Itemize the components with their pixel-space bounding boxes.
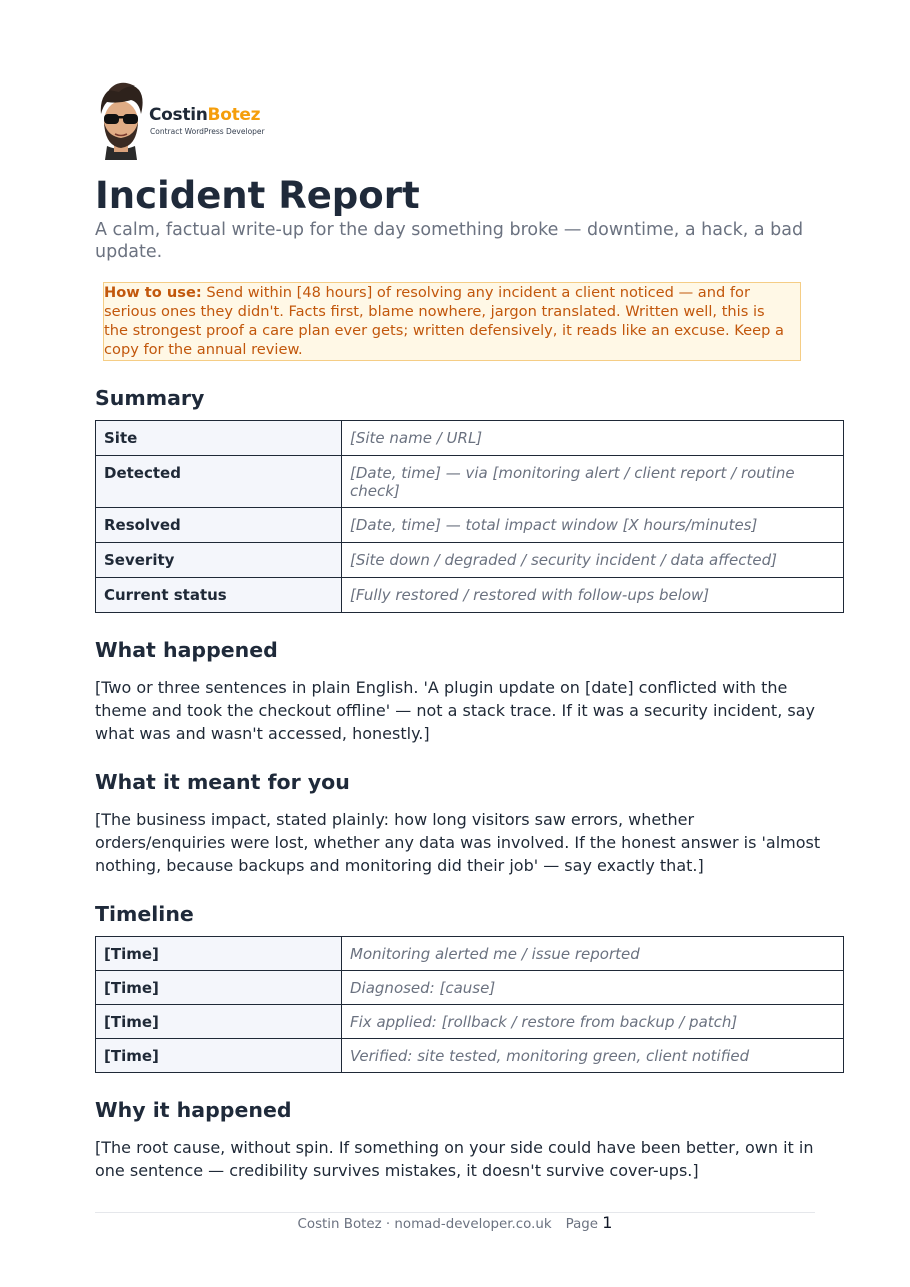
summary-value: [Date, time] — total impact window [X hours/minutes] (342, 508, 844, 543)
timeline-heading: Timeline (95, 902, 194, 926)
table-row (96, 971, 844, 1005)
page-title: Incident Report (95, 174, 420, 217)
what-happened-heading: What happened (95, 638, 278, 662)
timeline-event: Diagnosed: [cause] (342, 971, 844, 1005)
why-it-happened-heading: Why it happened (95, 1098, 292, 1122)
summary-key: Current status (96, 578, 342, 613)
timeline-time: [Time] (96, 971, 342, 1005)
summary-value: [Date, time] — via [monitoring alert / client report / routine check] (342, 456, 844, 508)
document-page (95, 80, 844, 1182)
avatar-illustration (95, 80, 147, 160)
summary-heading: Summary (95, 386, 205, 410)
summary-key: Site (96, 421, 342, 456)
summary-key: Severity (96, 543, 342, 578)
summary-value: [Fully restored / restored with follow-ups below] (342, 578, 844, 613)
table-row (96, 937, 844, 971)
how-to-use-label: How to use: (104, 284, 202, 301)
page-number: 1 (602, 1213, 613, 1232)
brand-tagline: Contract WordPress Developer (150, 127, 265, 136)
what-happened-text: [Two or three sentences in plain English. 'A plugin update on [date] conflicted with the theme and took the checkout offline' — not a stack trace. If it was a security incident, say what was and wasn't accessed, honestly.] (95, 678, 815, 743)
summary-table (95, 420, 844, 613)
summary-value: [Site down / degraded / security incident / data affected] (342, 543, 844, 578)
table-row (96, 578, 844, 613)
timeline-time: [Time] (96, 1005, 342, 1039)
table-row (96, 508, 844, 543)
page-label: Page (565, 1217, 599, 1232)
timeline-time: [Time] (96, 1039, 342, 1073)
timeline-time: [Time] (96, 937, 342, 971)
table-row (96, 1005, 844, 1039)
timeline-event: Fix applied: [rollback / restore from backup / patch] (342, 1005, 844, 1039)
summary-key: Resolved (96, 508, 342, 543)
what-it-meant-text: [The business impact, stated plainly: how long visitors saw errors, whether orders/enquiries were lost, whether any data was involved. If the honest answer is 'almost nothing, because backups and monitoring did their job' — say exactly that.] (95, 810, 821, 875)
why-it-happened-text: [The root cause, without spin. If something on your side could have been better, own it in one sentence — credibility survives mistakes, it doesn't survive cover-ups.] (95, 1138, 814, 1180)
how-to-use-callout (103, 282, 801, 361)
page-subtitle: A calm, factual write-up for the day something broke — downtime, a hack, a bad update. (95, 220, 804, 262)
summary-value: [Site name / URL] (342, 421, 844, 456)
summary-key: Detected (96, 456, 342, 508)
table-row (96, 1039, 844, 1073)
how-to-use-text: Send within [48 hours] of resolving any incident a client noticed — and for serious ones they didn't. Facts first, blame nowhere, jargon translated. Written well, this is the strongest proof a care plan ever gets; written defensively, it reads like an excuse. Keep a copy for the annual review. (104, 284, 784, 358)
timeline-table (95, 936, 844, 1073)
table-row (96, 456, 844, 508)
table-row (96, 421, 844, 456)
timeline-event: Monitoring alerted me / issue reported (342, 937, 844, 971)
brand-logo (95, 80, 295, 162)
table-row (96, 543, 844, 578)
footer-text: Costin Botez · nomad-developer.co.uk (297, 1217, 552, 1232)
what-it-meant-heading: What it meant for you (95, 770, 350, 794)
page-footer (95, 1213, 815, 1235)
timeline-event: Verified: site tested, monitoring green, client notified (342, 1039, 844, 1073)
brand-name: CostinBotez (149, 105, 261, 125)
